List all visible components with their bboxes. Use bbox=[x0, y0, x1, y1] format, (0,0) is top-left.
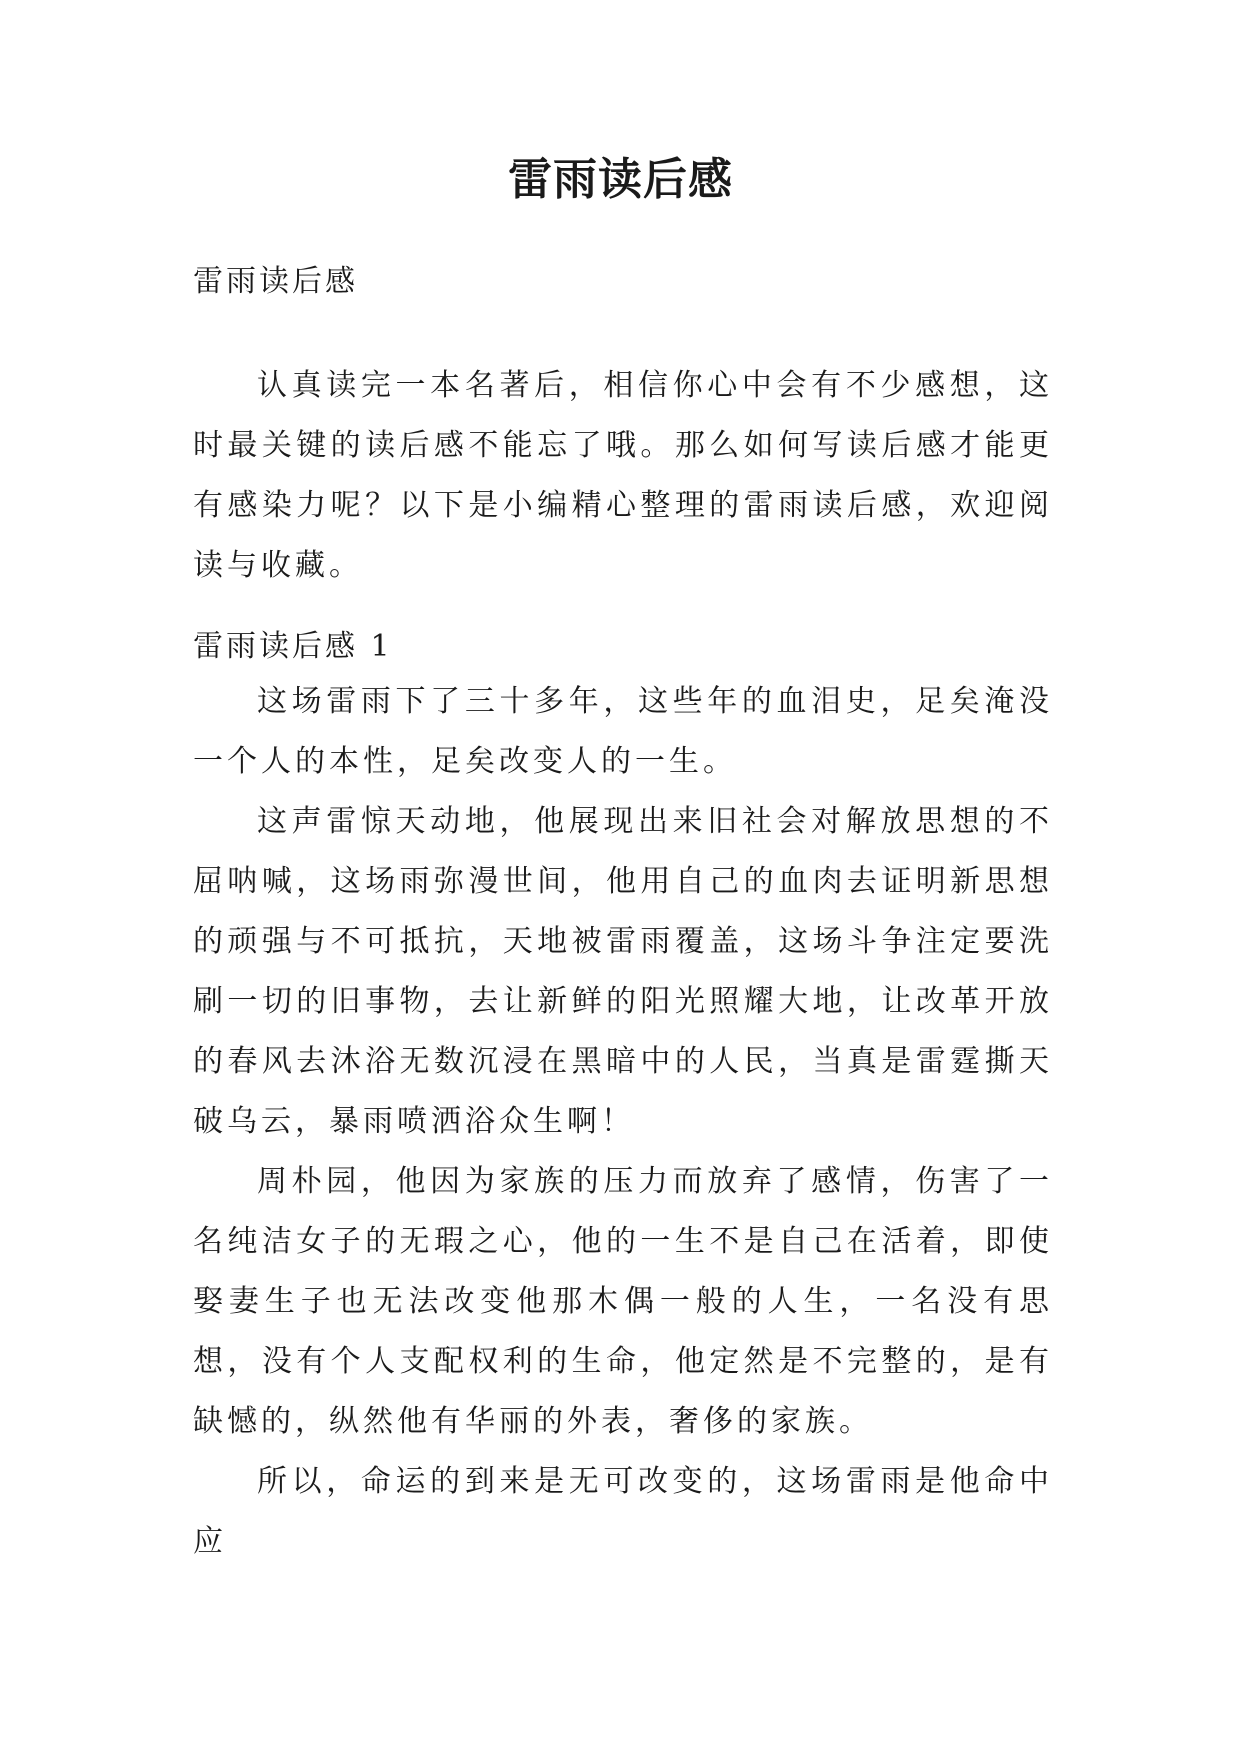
intro-block bbox=[193, 356, 1053, 596]
body-paragraph: 所以，命运的到来是无可改变的，这场雷雨是他命中应 bbox=[193, 1464, 1053, 1559]
body-paragraph: 周朴园，他因为家族的压力而放弃了感情，伤害了一名纯洁女子的无瑕之心，他的一生不是自己在活着，即使娶妻生子也无法改变他那木偶一般的人生，一名没有思想，没有个人支配权利的生命，他定然是不完整的，是有缺憾的，纵然他有华丽的外表，奢侈的家族。 bbox=[193, 1164, 1053, 1439]
intro-paragraph: 认真读完一本名著后，相信你心中会有不少感想，这时最关键的读后感不能忘了哦。那么如何写读后感才能更有感染力呢？以下是小编精心整理的雷雨读后感，欢迎阅读与收藏。 bbox=[193, 368, 1053, 583]
body-paragraph: 这场雷雨下了三十多年，这些年的血泪史，足矣淹没一个人的本性，足矣改变人的一生。 bbox=[193, 684, 1053, 779]
section-heading: 雷雨读后感 1 bbox=[193, 629, 393, 664]
document-title: 雷雨读后感 bbox=[508, 154, 733, 205]
document-subtitle: 雷雨读后感 bbox=[193, 264, 358, 299]
body-paragraph: 这声雷惊天动地，他展现出来旧社会对解放思想的不屈呐喊，这场雨弥漫世间，他用自己的血肉去证明新思想的顽强与不可抵抗，天地被雷雨覆盖，这场斗争注定要洗刷一切的旧事物，去让新鲜的阳光照耀大地，让改革开放的春风去沐浴无数沉浸在黑暗中的人民，当真是雷霆撕天破乌云，暴雨喷洒浴众生啊！ bbox=[193, 804, 1053, 1139]
section-body bbox=[193, 672, 1053, 1572]
